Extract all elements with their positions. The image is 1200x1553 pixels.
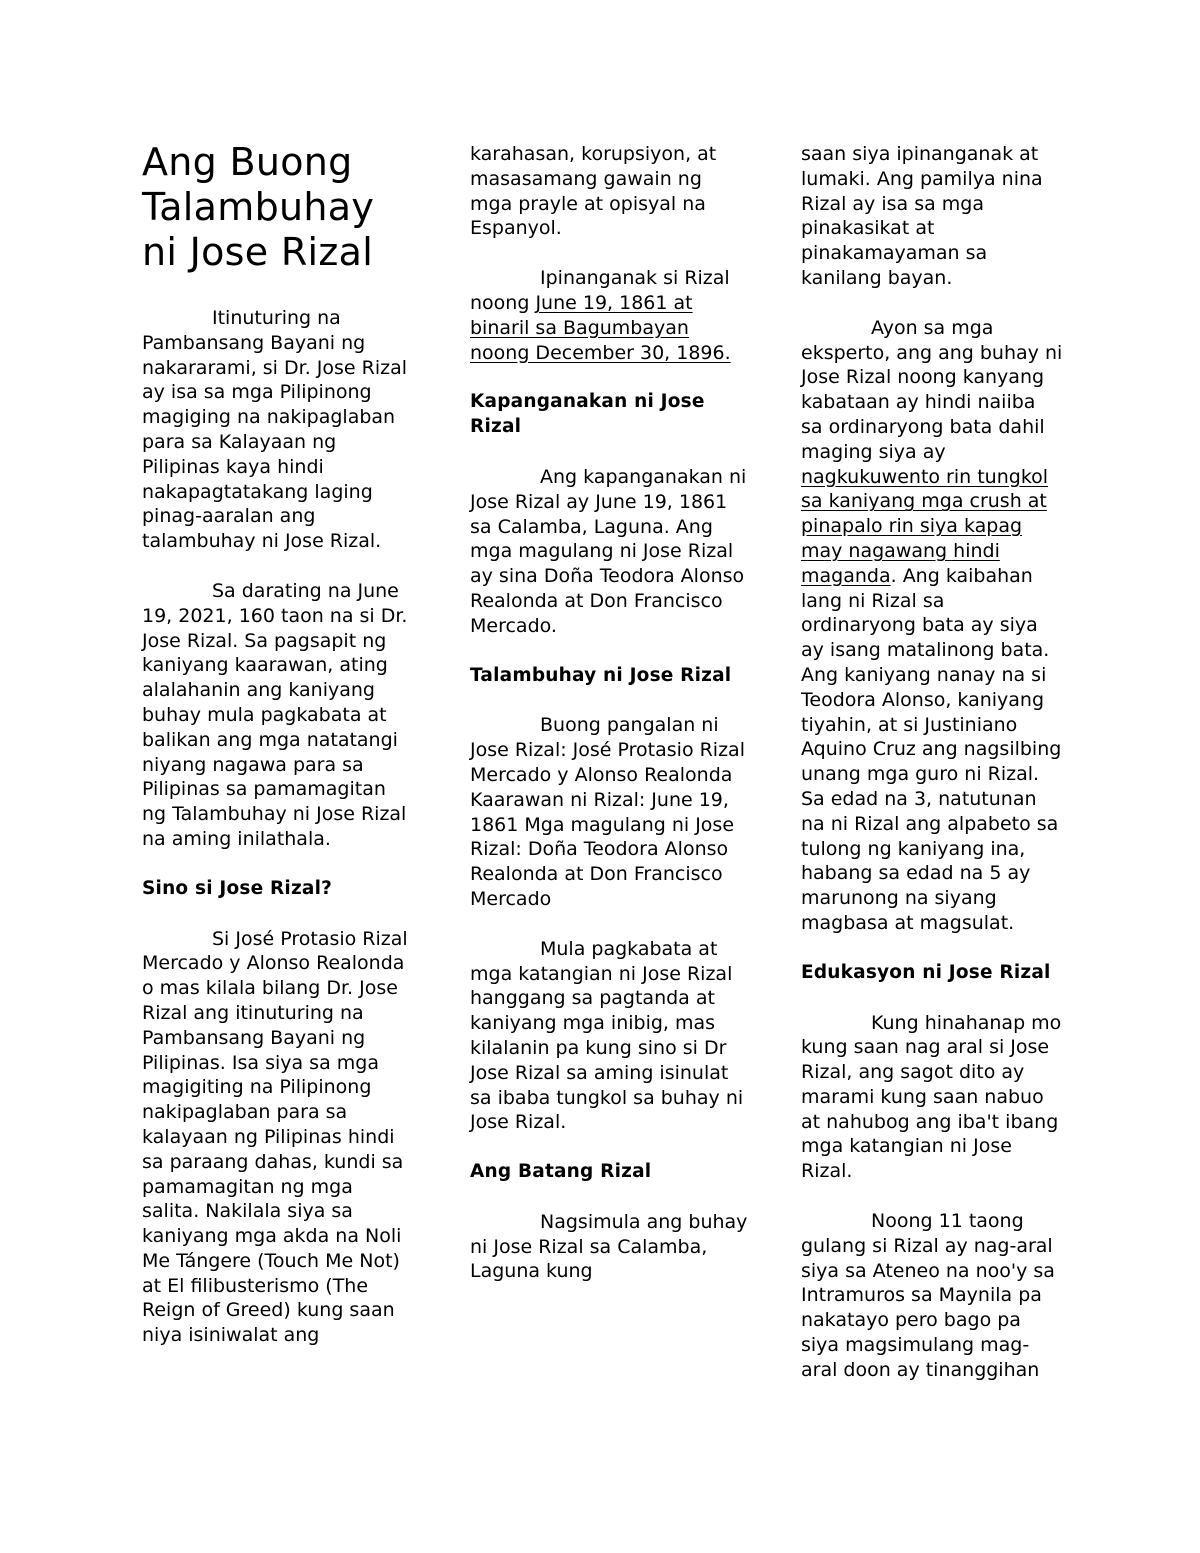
paragraph: Mula pagkabata at mga katangian ni Jose Rizal hanggang sa pagtanda at kaniyang mga inibig, mas kilalanin pa kung sino si Dr Jose Rizal sa aming isinulat sa ibaba tungkol sa buhay ni Jose Rizal. (470, 937, 744, 1134)
paragraph (801, 316, 1063, 936)
text-run: . Ang kaibahan lang ni Rizal sa ordinaryong bata ay siya ay isang matalinong bata. Ang kaniyang nanay na si Teodora Alonso, kaniyang tiyahin, at si Justiniano Aquino Cruz ang nagsilbing unang mga guro ni Rizal. Sa edad na 3, natutunan na ni Rizal ang alpabeto sa tulong ng kaniyang ina, habang sa edad na 5 ay marunong na siyang magbasa at magsulat. (801, 564, 1062, 934)
section-heading: Edukasyon ni Jose Rizal (801, 961, 1051, 983)
text-run: Ipinanganak si Rizal noong (470, 267, 730, 314)
underlined-text: June 19, 1861 at binaril sa Bagumbayan noong December 30, 1896. (470, 291, 731, 364)
section-heading: Talambuhay ni Jose Rizal (470, 664, 732, 686)
paragraph: karahasan, korupsiyon, at masasamang gawain ng mga prayle at opisyal na Espanyol. (470, 143, 717, 240)
underlined-text: nagkukuwento rin tungkol sa kaniyang mga crush at pinapalo rin siya kapag may nagawang hindi maganda (801, 465, 1049, 587)
column-1 (142, 140, 410, 1373)
paragraph: Noong 11 taong gulang si Rizal ay nag-aral siya sa Ateneo na noo'y sa Intramuros sa Maynila pa nakatayo pero bago pa siya magsimulang mag-aral doon ay tinanggihan (801, 1210, 1055, 1381)
paragraph: Itinuturing na Pambansang Bayani ng nakararami, si Dr. Jose Rizal ay isa sa mga Pilipinong magiging na nakipaglaban para sa Kalayaan ng Pilipinas kaya hindi nakapagtatakang laging pinag-aaralan ang talambuhay ni Jose Rizal. (142, 307, 407, 553)
paragraph: Sa darating na June 19, 2021, 160 taon na si Dr. Jose Rizal. Sa pagsapit ng kaniyang kaarawan, ating alalahanin ang kaniyang buhay mula pagkabata at balikan ang mga natatangi niyang nagawa para sa Pilipinas sa pamamagitan ng Talambuhay ni Jose Rizal na aming inilathala. (142, 579, 408, 850)
paragraph: Kung hinahanap mo kung saan nag aral si Jose Rizal, ang sagot dito ay marami kung saan nabuo at nahubog ang iba't ibang mga katangian ni Jose Rizal. (801, 1011, 1062, 1183)
paragraph (470, 266, 750, 365)
text-run: Ayon sa mga eksperto, ang ang buhay ni Jose Rizal noong kanyang kabataan ay hindi naiiba sa ordinaryong bata dahil maging siya ay (801, 316, 1063, 463)
column-2 (470, 142, 750, 1309)
paragraph: Nagsimula ang buhay ni Jose Rizal sa Calamba, Laguna kung (470, 1210, 748, 1283)
paragraph: saan siya ipinanganak at lumaki. Ang pamilya nina Rizal ay isa sa mga pinakasikat at pinakamayaman sa kanilang bayan. (801, 143, 1043, 289)
paragraph: Ang kapanganakan ni Jose Rizal ay June 19, 1861 sa Calamba, Laguna. Ang mga magulang ni Jose Rizal ay sina Doña Teodora Alonso Realonda at Don Francisco Mercado. (470, 465, 747, 637)
section-heading: Ang Batang Rizal (470, 1161, 652, 1183)
section-heading: Sino si Jose Rizal? (142, 877, 333, 899)
paragraph: Buong pangalan ni Jose Rizal: José Protasio Rizal Mercado y Alonso Realonda Kaarawan ni Rizal: June 19, 1861 Mga magulang ni Jose Rizal: Doña Teodora Alonso Realonda at Don Francisco Mercado (470, 714, 745, 910)
section-heading: Kapanganakan ni Jose Rizal (470, 391, 705, 438)
column-3 (801, 142, 1063, 1408)
paragraph: Si José Protasio Rizal Mercado y Alonso Realonda o mas kilala bilang Dr. Jose Rizal ang itinuturing na Pambansang Bayani ng Pilipinas. Isa siya sa mga magigiting na Pilipinong nakipaglaban para sa kalayaan ng Pilipinas hindi sa paraang dahas, kundi sa pamamagitan ng mga salita. Nakilala siya sa kaniyang mga akda na Noli Me Tángere (Touch Me Not) at El filibusterismo (The Reign of Greed) kung saan niya isiniwalat ang (142, 927, 408, 1347)
document-title: Ang Buong Talambuhay ni Jose Rizal (142, 140, 375, 274)
